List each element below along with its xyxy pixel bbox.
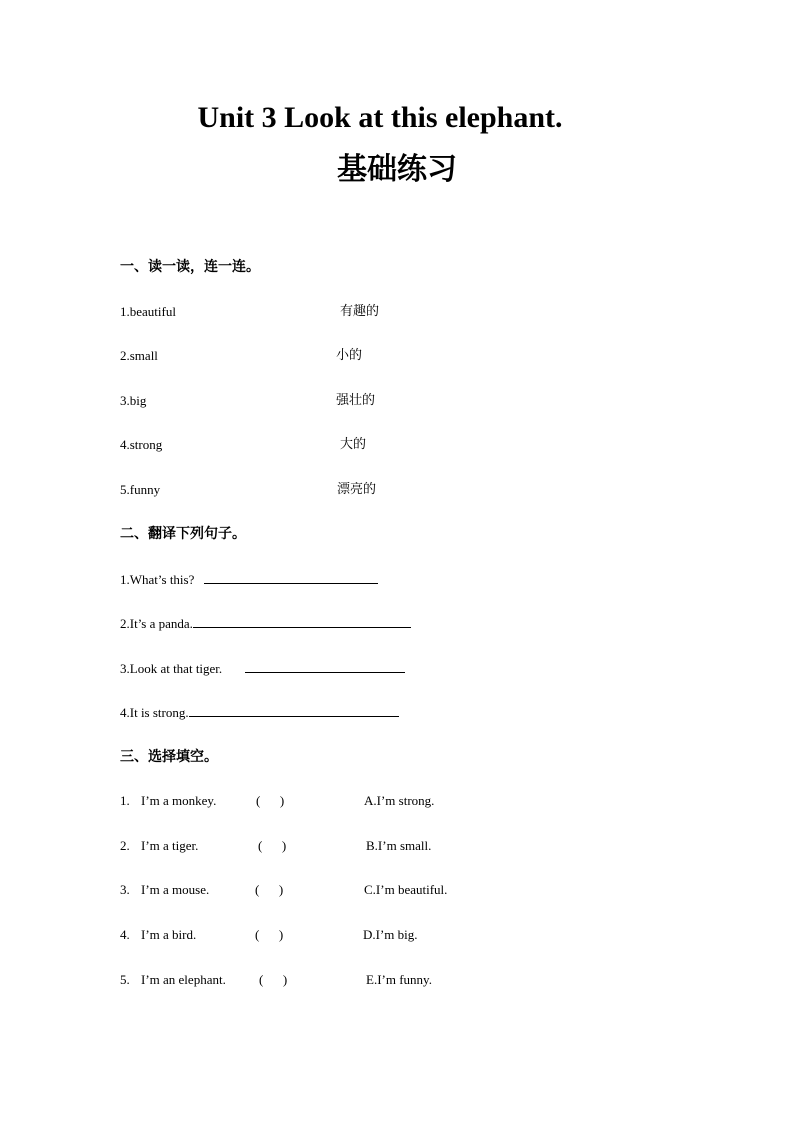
option-text: A.I’m strong. [364, 793, 435, 808]
answer-blank[interactable] [193, 614, 411, 628]
option-text: C.I’m beautiful. [364, 882, 448, 897]
item-sentence: I’m a mouse. [141, 882, 210, 897]
choice-item [120, 792, 216, 810]
answer-parentheses[interactable]: ( ) [258, 838, 287, 853]
match-item-cn: 漂亮的 [337, 482, 377, 497]
answer-parentheses[interactable]: ( ) [255, 882, 284, 897]
section-heading-matching: 一、读一读，连一连。 [120, 259, 260, 275]
choice-item [120, 926, 196, 944]
item-number: 4. [120, 927, 130, 942]
answer-blank[interactable] [189, 703, 399, 717]
translate-item [120, 703, 399, 722]
match-item-en: 5.funny [120, 482, 161, 497]
translate-sentence: 1.What’s this? [120, 572, 195, 587]
translate-item [120, 659, 405, 678]
section-heading-choice: 三、选择填空。 [120, 749, 218, 765]
choice-item [120, 837, 198, 855]
section-heading-translate: 二、翻译下列句子。 [120, 526, 246, 542]
translate-sentence: 3.Look at that tiger. [120, 661, 223, 676]
item-number: 2. [120, 838, 130, 853]
translate-sentence: 2.It’s a panda. [120, 616, 193, 631]
item-number: 5. [120, 972, 130, 987]
item-sentence: I’m a monkey. [141, 793, 217, 808]
option-text: B.I’m small. [366, 838, 432, 853]
choice-item [120, 971, 226, 989]
page-subtitle: 基础练习 [337, 152, 457, 187]
match-item-cn: 强壮的 [336, 393, 376, 408]
match-item-cn: 有趣的 [340, 304, 380, 319]
match-item-en: 3.big [120, 393, 147, 408]
item-number: 1. [120, 793, 130, 808]
item-sentence: I’m an elephant. [141, 972, 226, 987]
item-number: 3. [120, 882, 130, 897]
translate-item [120, 570, 378, 589]
answer-parentheses[interactable]: ( ) [259, 972, 288, 987]
answer-blank[interactable] [245, 659, 405, 673]
option-text: D.I’m big. [363, 927, 418, 942]
match-item-en: 1.beautiful [120, 304, 176, 319]
option-text: E.I’m funny. [366, 972, 432, 987]
match-item-cn: 小的 [336, 348, 363, 363]
answer-parentheses[interactable]: ( ) [255, 927, 284, 942]
item-sentence: I’m a bird. [141, 927, 197, 942]
translate-sentence: 4.It is strong. [120, 705, 189, 720]
page-title: Unit 3 Look at this elephant. [197, 101, 563, 134]
answer-parentheses[interactable]: ( ) [256, 793, 285, 808]
item-sentence: I’m a tiger. [141, 838, 199, 853]
match-item-cn: 大的 [340, 437, 367, 452]
match-item-en: 4.strong [120, 437, 163, 452]
translate-item [120, 614, 411, 633]
choice-item [120, 881, 209, 899]
answer-blank[interactable] [204, 570, 378, 584]
match-item-en: 2.small [120, 348, 158, 363]
